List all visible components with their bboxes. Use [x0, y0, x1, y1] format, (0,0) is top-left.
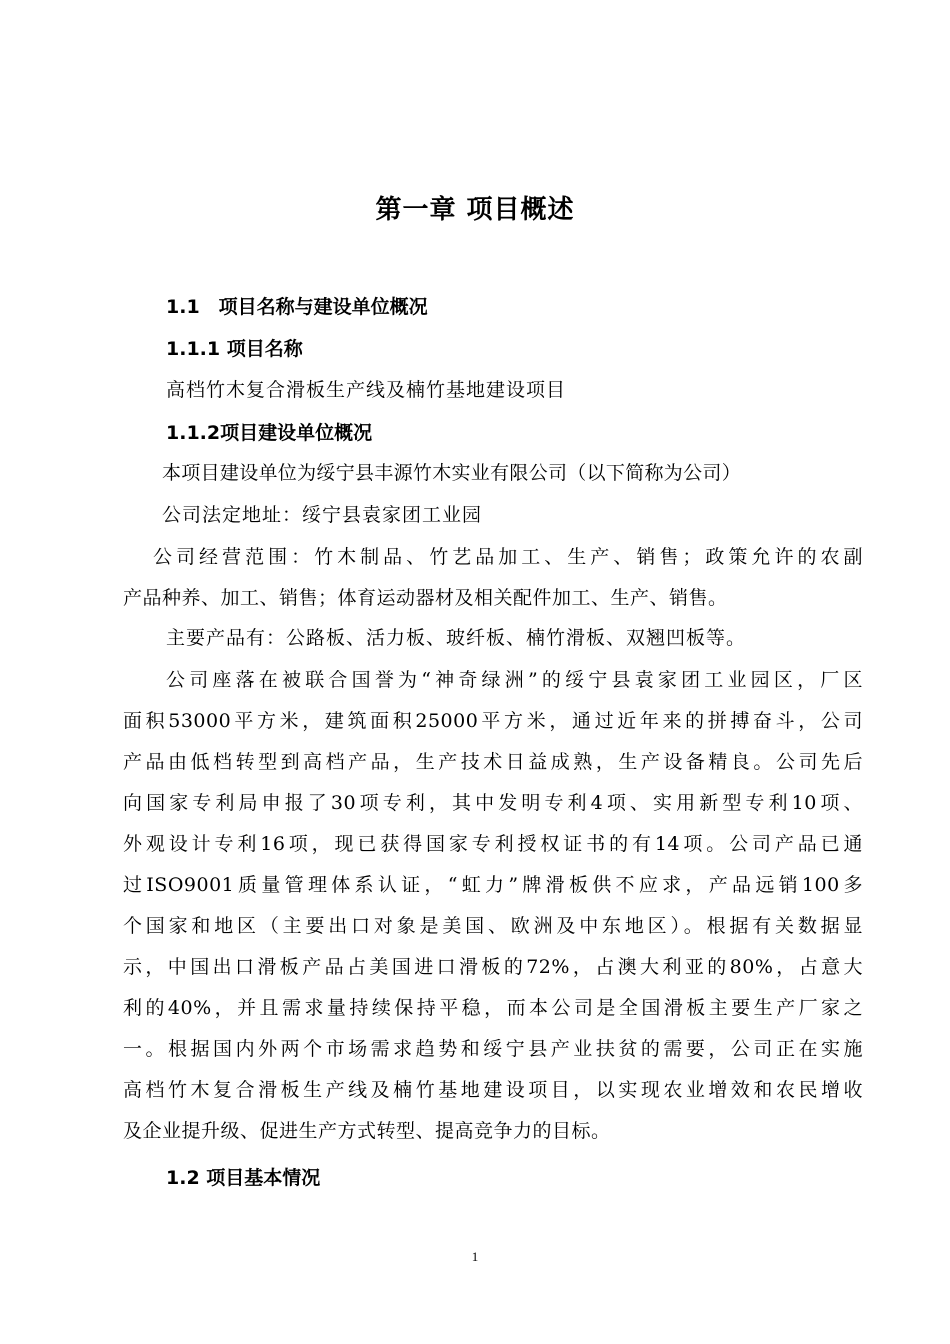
chapter-title: 第一章 项目概述	[375, 195, 575, 225]
section-heading-1-2: 1.2 项目基本情况	[166, 1167, 321, 1189]
text-line: 面积53000平方米，建筑面积25000平方米，通过近年来的拼搏奋斗，公司	[123, 710, 863, 732]
text-line: 产品由低档转型到高档产品，生产技术日益成熟，生产设备精良。公司先后	[123, 751, 863, 773]
text-line: 高档竹木复合滑板生产线及楠竹基地建设项目，以实现农业增效和农民增收	[123, 1079, 863, 1101]
text-line: 示，中国出口滑板产品占美国进口滑板的72%，占澳大利亚的80%，占意大	[123, 956, 863, 978]
products-paragraph: 主要产品有：公路板、活力板、玻纤板、楠竹滑板、双翘凹板等。	[166, 627, 747, 649]
company-intro-paragraph	[123, 665, 863, 1165]
text-line: 过ISO9001质量管理体系认证，“虹力”牌滑板供不应求，产品远销100多	[123, 874, 863, 896]
text-line: 外观设计专利16项，现已获得国家专利授权证书的有14项。公司产品已通	[123, 833, 863, 855]
subsection-heading-1-1-2: 1.1.2项目建设单位概况	[166, 422, 373, 444]
subsection-heading-1-1-1: 1.1.1 项目名称	[166, 338, 303, 360]
project-name-text: 高档竹木复合滑板生产线及楠竹基地建设项目	[166, 379, 567, 401]
text-line: 公司经营范围：竹木制品、竹艺品加工、生产、销售；政策允许的农副	[153, 546, 863, 568]
business-scope-paragraph	[123, 542, 863, 614]
address-paragraph: 公司法定地址：绥宁县袁家团工业园	[162, 504, 483, 526]
page-number: 1	[471, 1249, 479, 1264]
text-line: 一。根据国内外两个市场需求趋势和绥宁县产业扶贫的需要，公司正在实施	[123, 1038, 863, 1060]
text-line: 向国家专利局申报了30项专利，其中发明专利4项、实用新型专利10项、	[123, 792, 863, 814]
section-heading-1-1: 1.1 项目名称与建设单位概况	[166, 296, 428, 318]
text-line: 个国家和地区（主要出口对象是美国、欧洲及中东地区）。根据有关数据显	[123, 915, 863, 937]
text-line: 利的40%，并且需求量持续保持平稳，而本公司是全国滑板主要生产厂家之	[123, 997, 863, 1019]
text-line: 产品种养、加工、销售；体育运动器材及相关配件加工、生产、销售。	[123, 587, 728, 609]
text-line: 公司座落在被联合国誉为“神奇绿洲”的绥宁县袁家团工业园区，厂区	[166, 669, 863, 691]
unit-paragraph: 本项目建设单位为绥宁县丰源竹木实业有限公司（以下简称为公司）	[162, 462, 742, 484]
text-line: 及企业提升级、促进生产方式转型、提高竞争力的目标。	[123, 1120, 611, 1142]
